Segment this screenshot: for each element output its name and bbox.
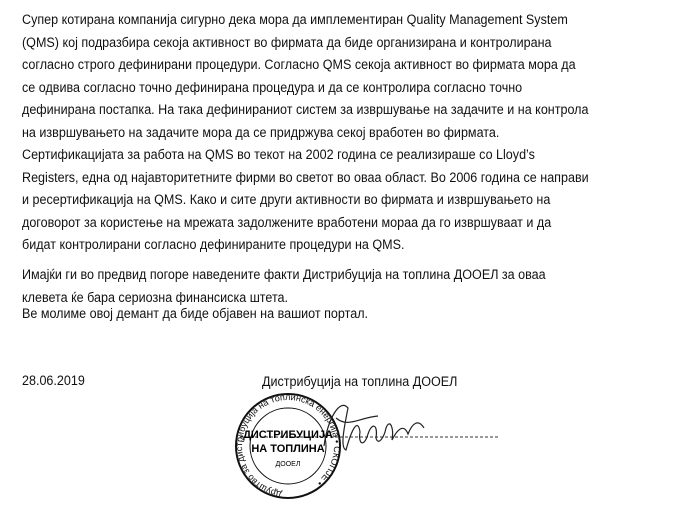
text-line: договорот за користење на мрежата задолжените вработени мораа да го извршуваат и да (22, 214, 552, 231)
text-line: Супер котирана компанија сигурно дека мора да имплементиран Quality Management System (22, 12, 568, 28)
text-line: Сертификацијата за работа на QMS во текот на 2002 година се реализираше со Lloyd’s (22, 147, 535, 163)
text-line: Registers, една од најавторитетните фирми во светот во оваа област. Во 2006 година се направи (22, 169, 589, 186)
date: 28.06.2019 (22, 373, 85, 389)
text-line: (QMS) кој подразбира секоја активност во фирмата да биде организирана и контролирана (22, 34, 552, 51)
text-line: дефинирана постапка. На така дефинираниот систем за извршување на задачите и на контрола (22, 102, 589, 118)
company-stamp-and-signature (228, 388, 508, 506)
text-line: се одвива согласно точно дефинирана процедура и да се контролира согласно точно (22, 79, 523, 96)
stamp-center-text-1: ДИСТРИБУЦИЈА (243, 429, 333, 441)
stamp-ring-text: Друштво за дистрибуција на топлинска енергија • СКОПЈЕ • (234, 391, 343, 500)
stamp-center-text-2: НА ТОПЛИНА (251, 443, 325, 455)
text-line: бидат контролирани согласно дефинираните процедури на QMS. (22, 237, 405, 253)
stamp-center-text-3: ДООЕЛ (275, 461, 301, 468)
text-line: на извршувањето на задачите мора да се придржува секој вработен во фирмата. (22, 124, 500, 141)
text-line: согласно строго дефинирани процедури. Согласно QMS секоја активност во фирмата мора да (22, 57, 576, 73)
text-line: клевета ќе бара сериозна финансиска штета. (22, 289, 289, 306)
signatory-name: Дистрибуција на топлина ДООЕЛ (262, 374, 458, 390)
text-line: Имајќи ги во предвид погоре наведените факти Дистрибуција на топлина ДООЕЛ за оваа (22, 267, 546, 283)
paragraph-request: Ве молиме овој демант да биде објавен на вашиот портал. (22, 306, 369, 322)
text-line: и ресертификација на QMS. Како и сите други активности во фирмата и извршувањето на (22, 192, 551, 208)
